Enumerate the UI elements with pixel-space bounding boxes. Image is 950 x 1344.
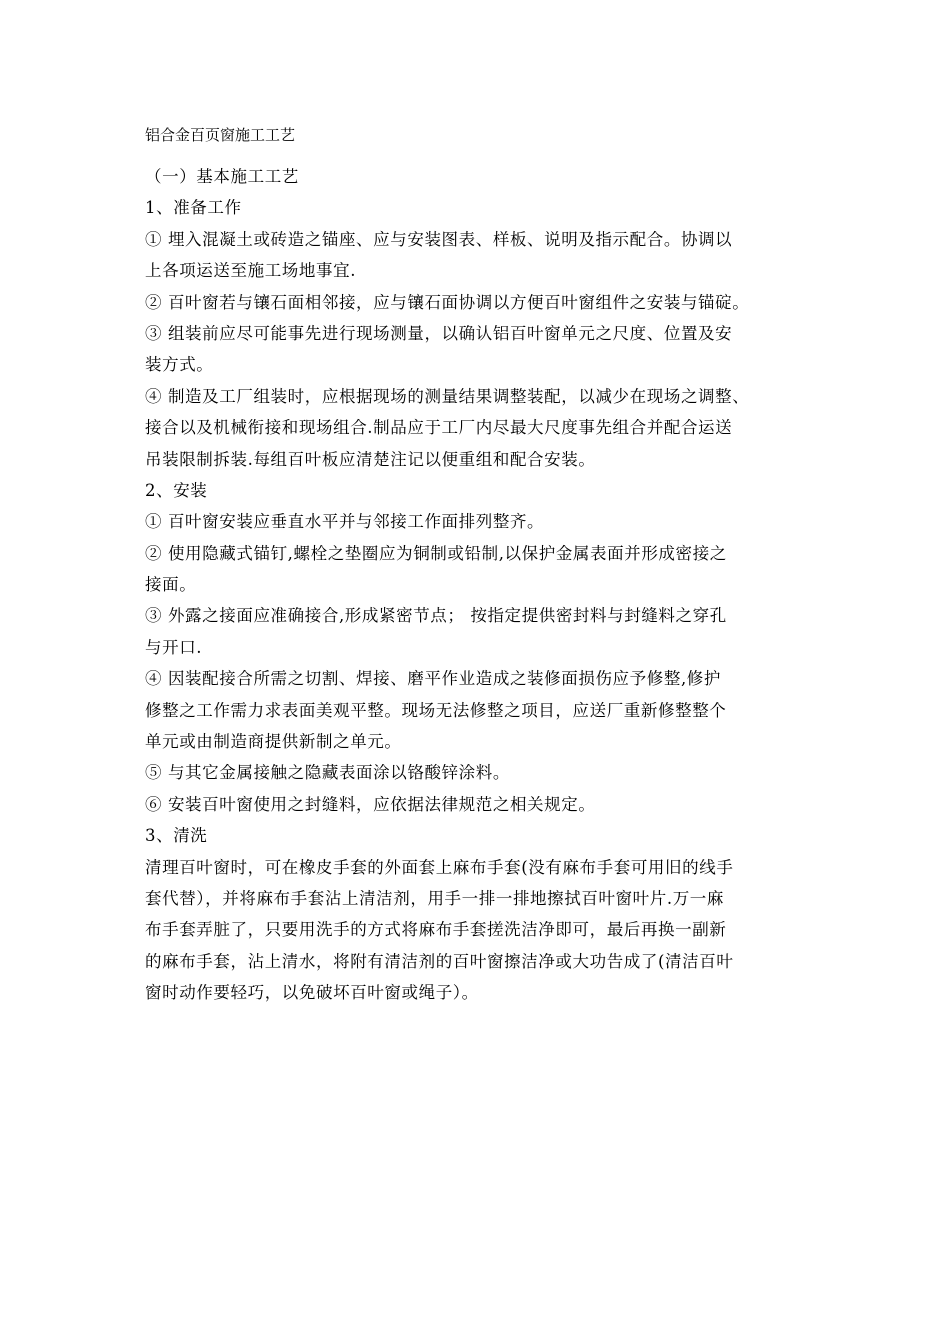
text-line: 清理百叶窗时，可在橡皮手套的外面套上麻布手套(没有麻布手套可用旧的线手 <box>145 857 734 877</box>
text-line: 修整之工作需力求表面美观平整。现场无法修整之项目，应送厂重新修整整个 <box>145 700 727 720</box>
section-heading: （一）基本施工工艺 <box>145 167 299 186</box>
text-line: ④ 制造及工厂组装时，应根据现场的测量结果调整装配，以减少在现场之调整、 <box>145 386 750 406</box>
text-line: ① 百叶窗安装应垂直水平并与邻接工作面排列整齐。 <box>145 512 545 532</box>
text-line: ③ 组装前应尽可能事先进行现场测量，以确认铝百叶窗单元之尺度、位置及安 <box>145 323 733 343</box>
subsection-heading: 1、准备工作 <box>145 198 242 218</box>
text-line: ② 百叶窗若与镶石面相邻接，应与镶石面协调以方便百叶窗组件之安装与锚碇。 <box>145 292 750 312</box>
document-body <box>145 161 809 1009</box>
text-line: ④ 因装配接合所需之切割、焊接、磨平作业造成之装修面损伤应予修整,修护 <box>145 669 721 689</box>
text-line: 接合以及机械衔接和现场组合.制品应于工厂内尽最大尺度事先组合并配合运送 <box>145 418 733 438</box>
text-line: ⑤ 与其它金属接触之隐藏表面涂以铬酸锌涂料。 <box>145 763 510 783</box>
text-line: ③ 外露之接面应准确接合,形成紧密节点； 按指定提供密封料与封缝料之穿孔 <box>145 606 727 626</box>
text-line: 与开口. <box>145 637 203 657</box>
text-line: ⑥ 安装百叶窗使用之封缝料，应依据法律规范之相关规定。 <box>145 794 596 814</box>
text-line: 上各项运送至施工场地事宜. <box>145 261 357 281</box>
text-line: 窗时动作要轻巧，以免破坏百叶窗或绳子）。 <box>145 983 479 1003</box>
text-line: ① 埋入混凝土或砖造之锚座、应与安装图表、样板、说明及指示配合。协调以 <box>145 229 733 249</box>
text-line: 吊装限制拆装.每组百叶板应清楚注记以便重组和配合安装。 <box>145 449 596 469</box>
subsection-heading: 3、清洗 <box>145 826 208 846</box>
text-line: ② 使用隐藏式锚钉,螺栓之垫圈应为铜制或铅制,以保护金属表面并形成密接之 <box>145 543 727 563</box>
text-line: 套代替），并将麻布手套沾上清洁剂，用手一排一排地擦拭百叶窗叶片.万一麻 <box>145 888 724 908</box>
text-line: 装方式。 <box>145 355 214 375</box>
text-line: 的麻布手套，沾上清水，将附有清洁剂的百叶窗擦洁净或大功告成了(清洁百叶 <box>145 951 734 971</box>
subsection-heading: 2、安装 <box>145 480 208 500</box>
document-title: 铝合金百页窗施工工艺 <box>145 126 296 144</box>
text-line: 接面。 <box>145 575 197 595</box>
text-line: 单元或由制造商提供新制之单元。 <box>145 732 402 752</box>
text-line: 布手套弄脏了，只要用洗手的方式将麻布手套搓洗洁净即可，最后再换一副新 <box>145 920 727 940</box>
